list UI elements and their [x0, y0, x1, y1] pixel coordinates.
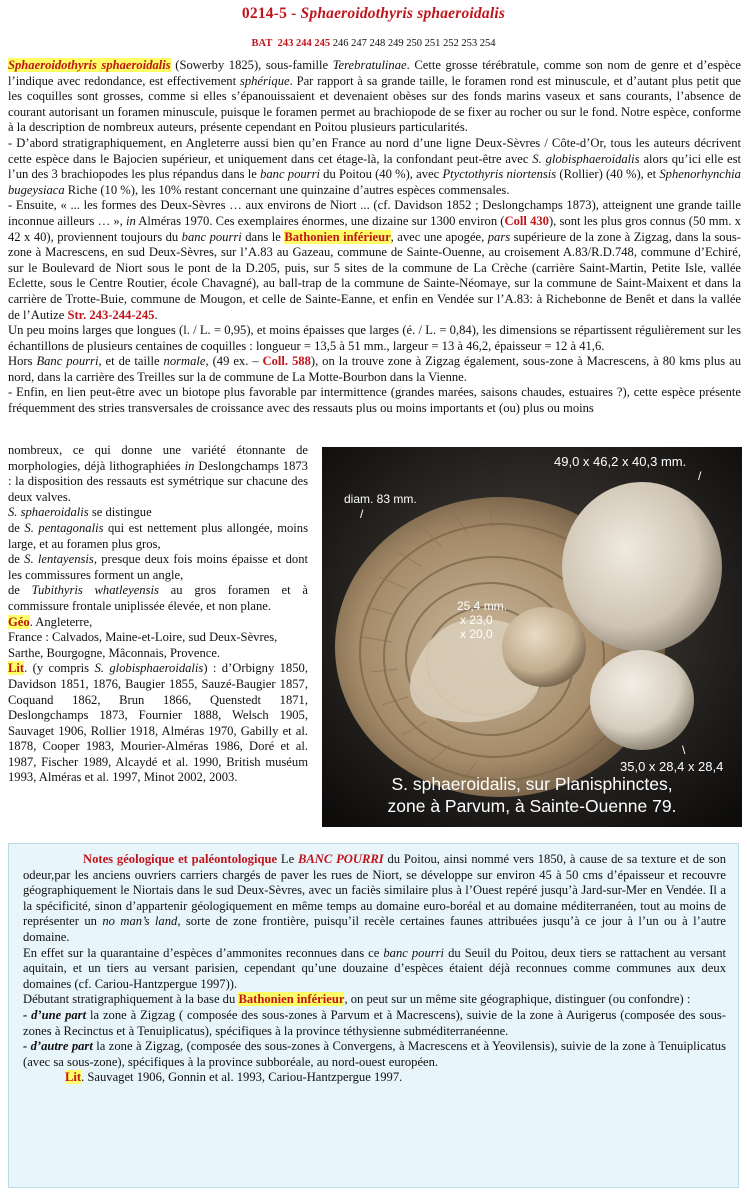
text: Un peu moins larges que longues (l. / L. = 0,95), et moins épaisses que larges (é. / L. = 0,84), les dimensions se répartissent régulièrement sur les échantillons de plusieurs centaines de coquilles : longueur = 13,5 à 51 mm., largeur = 13 à 46,2, épaisseur = 12 à 41,6. [8, 323, 741, 353]
text: . Par rapport à sa grande taille, le foramen rond est minuscule, et d’autant plus petit que les coquilles sont grosses, comme si elles s’épanouissaient et devenaient obèses sur des fonds marins vaseux et sans courants, l’absence de courant autorisant un foramen minuscule, puisque le foramen permet au brachiopode de se fixer au rocher ou sur le fond. Notre espèce, conforme à la description de nombreux auteurs, présente cependant en Poitou plusieurs particularités. [8, 73, 741, 135]
text: - d’autre part [23, 1039, 93, 1054]
text: . Sauvaget 1906, Gonnin et al. 1993, Cariou-Hantzpergue 1997. [81, 1070, 403, 1085]
text: banc pourri [181, 229, 242, 244]
text: Ptyctothyris niortensis [442, 167, 557, 182]
round-shell-dimensions: 35,0 x 28,4 x 28,4 [620, 759, 724, 774]
text: S. globisphaeroidalis [94, 661, 204, 676]
text: ), sont les plus gros connus (50 mm. x 42 x 40), proviennent toujours du [8, 213, 741, 244]
photo-caption-line2: zone à Parvum, à Sainte-Ouenne 79. [387, 796, 677, 816]
text: , on peut sur un même site géographique, distinguer (ou confondre) : [344, 992, 691, 1007]
text: de [8, 520, 25, 535]
notes-first-part [23, 1008, 726, 1039]
text: Banc pourri [36, 354, 99, 369]
text: S. globisphaeroidalis [532, 151, 640, 166]
collection-ref: Coll 430 [504, 213, 549, 228]
text: pars [487, 229, 511, 244]
text: in [126, 213, 136, 228]
text: , avec une apogée, [390, 229, 488, 244]
page-title [0, 6, 747, 22]
small-shell-dim: x 23,0 [460, 613, 493, 627]
text: - d’une part [23, 1007, 87, 1022]
text: En effet sur la quarantaine d’espèces d’ammonites reconnues dans ce [23, 945, 384, 960]
text: 49,0 x 46,2 x 40,3 mm. [554, 454, 687, 469]
text: S. pentagonalis [24, 520, 104, 535]
text: (Rollier) (40 %), et [556, 167, 660, 182]
strat-num-highlighted: 244 [295, 38, 312, 49]
notes-literature [23, 1070, 726, 1086]
text: ), on la trouve zone à Zigzag également, sous-zone à Macrescens, à 80 kms plus au nord, dans la carrière des Treilles sur la de commune de La Motte-Bourbon dans la Vienne. [8, 354, 742, 384]
text: , et de taille [98, 354, 164, 369]
text: sphérique [239, 73, 290, 88]
text: Le [277, 852, 298, 866]
text: banc pourri [260, 167, 320, 182]
intro-paragraph [8, 58, 741, 136]
text: in [184, 458, 195, 473]
text: ) : d’Orbigny 1850, Davidson 1851, 1876, Baugier 1855, Sauzé-Baugier 1857, Coquand 1862, Brun 1866, Quenstedt 1871, Deslongchamps 1873, Fournier 1888, Welsch 1905, Sauvaget 1906, Rollier 1918, Alméras 1970, Gabilly et al. 1878, Cooper 1983, Mourier-Alméras 1986, Doré et al. 1987, Fischer 1989, Alcaydé et al. 1990, British muséum 1993, Alméras et al. 1997, Minot 2002, 2003. [8, 661, 308, 785]
strat-num-highlighted: 243 [277, 38, 294, 49]
morphology-text [8, 443, 308, 505]
text: la zone à Zigzag ( composée des sous-zones à Parvum et à Macrescens), suivie de la zone à Aurigerus (composée des sous-zones à Recinctus et à Tenuiplicatus), spécifiques à la province téthysienne subméditerranéenne. [23, 1007, 727, 1038]
dimensions-paragraph [8, 323, 741, 354]
notes-second-part [23, 1039, 726, 1070]
text: du Poitou (40 %), avec [319, 167, 443, 182]
text: supérieure de la zone à Zigzag, dans la sous-zone à Macrescens, en sud Deux-Sèvres, sur l’A.83 au Gazeau, commune de Sainte-Ouenne, au croisement A.83/R.D.748, commune d’Echiré, sur le Boulevard de Niort sous le pont de la D.205, puis, sur 5 sites de la commune de La Crèche (carrière Saint-Martin, Petite Isle, vallée Eclette, sous le Centre Routier, école Chavagné), au ball-trap de la commune de Sainte-Néomaye, sur la commune de Saint-Maixent et dans la carrière de Trotte-Buie, commune de Mougon, et celle de Sainte-Eanne, et enfin en Vendée sur l’A.83: à Richebonne de Benêt et dans la vallée de l’Autize [8, 229, 741, 322]
text: S. lentayensis [24, 552, 94, 567]
text: Riche (10 %), les 10% restant concernant une quinzaine d’autres espèces commensales. [64, 182, 510, 197]
large-shell-dimensions [554, 455, 686, 469]
text: (Sowerby 1825), sous-famille [170, 58, 333, 72]
small-shell-dim: 25,4 mm. [457, 599, 508, 613]
family-name: Terebratulinae [332, 58, 407, 72]
species-name-highlight: Sphaeroidothyris sphaeroidalis [8, 58, 171, 72]
pointer-slash: / [360, 507, 364, 521]
size-paragraph [8, 198, 741, 323]
fossil-photo [322, 447, 742, 827]
text: Sphenorhynchia bugeysiaca [8, 167, 741, 197]
large-brachiopod [562, 482, 722, 652]
text: - D’abord stratigraphiquement, en Angleterre aussi bien qu’en France au nord d’une ligne Deux-Sèvres / Côte-d’Or, tous les auteurs décrivent cette espèce dans le Bajocien supérieur, et uniquement dans cet étage-là, la confondant peut-être avec [8, 135, 741, 166]
stage-highlight: Bathonien inférieur [284, 229, 391, 244]
text: . Angleterre, [29, 614, 93, 629]
strata-ref: Str. 243-244-245 [67, 307, 155, 322]
text: , sorte de zone frontière, puisqu’il recèle certaines faunes attribuées jusqu’à ce jour à l’un ou à l’autre domaine. [23, 914, 726, 944]
pointer-backslash: \ [682, 743, 686, 757]
strat-line [0, 36, 747, 52]
literature [8, 661, 308, 786]
banc-pourri-title: BANC POURRI [297, 852, 384, 866]
text: S. sphaeroidalis [8, 505, 89, 520]
main-description [8, 58, 741, 417]
geo-label: Géo [8, 614, 30, 629]
stage-highlight: Bathonien inférieur [238, 992, 345, 1007]
strat-nums: 246 247 248 249 250 251 252 253 254 [332, 38, 496, 49]
small-shell-dim: x 20,0 [460, 627, 493, 641]
text: nombreux, ce qui donne une variété étonnante de morphologies, déjà lithographiées [8, 443, 308, 473]
text: se distingue [88, 505, 152, 520]
text: la zone à Zigzag, (composée des sous-zones à Convergens, à Macrescens et à Yeovilensis), suivie de la zone à Tenuiplicatus (avec sa sous-zone), spécifiques à la province subboréale, au nord-ouest européen. [23, 1039, 727, 1069]
lit-label: Lit [8, 661, 25, 676]
comparison-item [8, 583, 308, 614]
geography [8, 615, 308, 631]
text: . Cette grosse térébratule, comme son nom de genre et d’espèce l’indique avec redondance, est effectivement [8, 58, 741, 88]
text: Hors [8, 354, 37, 369]
comparison-item [8, 521, 308, 552]
text: dans le [241, 229, 285, 244]
text: . [154, 307, 158, 322]
geography-detail [8, 630, 308, 661]
text: Deslongchamps 1873 : la disposition des ressauts est symétrique sur chacune des deux valves. [8, 458, 308, 504]
species-code: 0214-5 - [241, 5, 301, 22]
text: Alméras 1970. Ces exemplaires énormes, une dizaine sur 1300 environ ( [135, 213, 505, 228]
strat-num-highlighted: 245 [314, 38, 331, 49]
round-brachiopod [590, 650, 694, 750]
text: de [8, 583, 32, 598]
notes-ammonites [23, 946, 726, 993]
other-locality-paragraph [8, 354, 741, 385]
text: , presque deux fois moins épaisse et dont les commissures forment un angle, [8, 552, 308, 582]
text: . (y compris [24, 661, 95, 676]
pointer-slash: / [698, 469, 702, 483]
text: au gros foramen et à commissure frontale uniplissée élevée, et non plane. [8, 583, 308, 613]
text: qui est nettement plus allongée, moins large, et au foramen plus gros, [8, 520, 308, 551]
comparison-column [8, 443, 308, 786]
notes-stratigraphy [23, 992, 726, 1008]
ammonite-diameter: diam. 83 mm. [344, 492, 417, 506]
text: France : Calvados, Maine-et-Loire, sud Deux-Sèvres, Sarthe, Bourgogne, Mâconnais, Provence. [8, 630, 278, 660]
growth-paragraph [8, 385, 741, 416]
collection-ref: Coll. 588 [262, 354, 311, 369]
comparison-intro [8, 505, 308, 521]
text: de [8, 552, 25, 567]
notes-heading: Notes géologique et paléontologique [83, 852, 278, 866]
text: Débutant stratigraphiquement à la base du [23, 992, 239, 1007]
stratigraphy-paragraph [8, 136, 741, 198]
strat-label: BAT [251, 38, 273, 49]
photo-caption-line1: S. sphaeroidalis, sur Planisphinctes, [391, 774, 673, 794]
text: banc pourri [383, 945, 445, 960]
small-brachiopod [502, 607, 586, 687]
comparison-item [8, 552, 308, 583]
text: , (49 ex. – [205, 354, 263, 369]
text: no man’s land [102, 914, 178, 929]
text: alors qu’ici elle est l’un des 3 brachiopodes les plus répandus dans le [8, 151, 741, 182]
notes-box [8, 843, 739, 1188]
text: normale [163, 354, 206, 369]
text: du Seuil du Poitou, deux tiers se rattachent au versant aquitain, et un tiers au versant parisien, cependant qu’une douzaine d’espèces étaient déjà reconnues comme communes aux deux domaines (cf. Cariou-Hantzpergue 1997)). [23, 945, 726, 991]
lit-label: Lit [65, 1070, 82, 1085]
text: Tubithyris whatleyensis [31, 583, 159, 598]
text: - Enfin, en lien peut-être avec un biotope plus favorable par intermittence (grandes marées, saisons chaudes, estuaires ?), cette espèce présente fréquemment des stries transversales de croissance avec des ressauts plus ou moins importants et (ou) plus ou moins [8, 385, 741, 416]
notes-intro [23, 852, 726, 946]
text: du Poitou, ainsi nommé vers 1850, à cause de sa texture et de son odeur,par les anciens ouvriers carriers chargés de paver les rues de Niort, se développe sur environ 45 à 50 cms d’épaisseur et recouvre géographiquement le Niortais dans le sud Deux-Sèvres, avec un faciès similaire plus à l’Ouest repéré jusqu’à Jard-sur-Mer en Vendée. Il a la spécificité, sinon d’appartenir géologiquement en même temps au domaine euro-boréal et au domaine méditerranéen, tout au moins de représenter un [23, 852, 726, 929]
species-name: Sphaeroidothyris sphaeroidalis [300, 5, 506, 22]
text: - Ensuite, « ... les formes des Deux-Sèvres … aux environs de Niort ... (cf. Davidson 1852 ; Deslongchamps 1873), atteignent une grande taille inconnue ailleurs … », [8, 198, 741, 228]
